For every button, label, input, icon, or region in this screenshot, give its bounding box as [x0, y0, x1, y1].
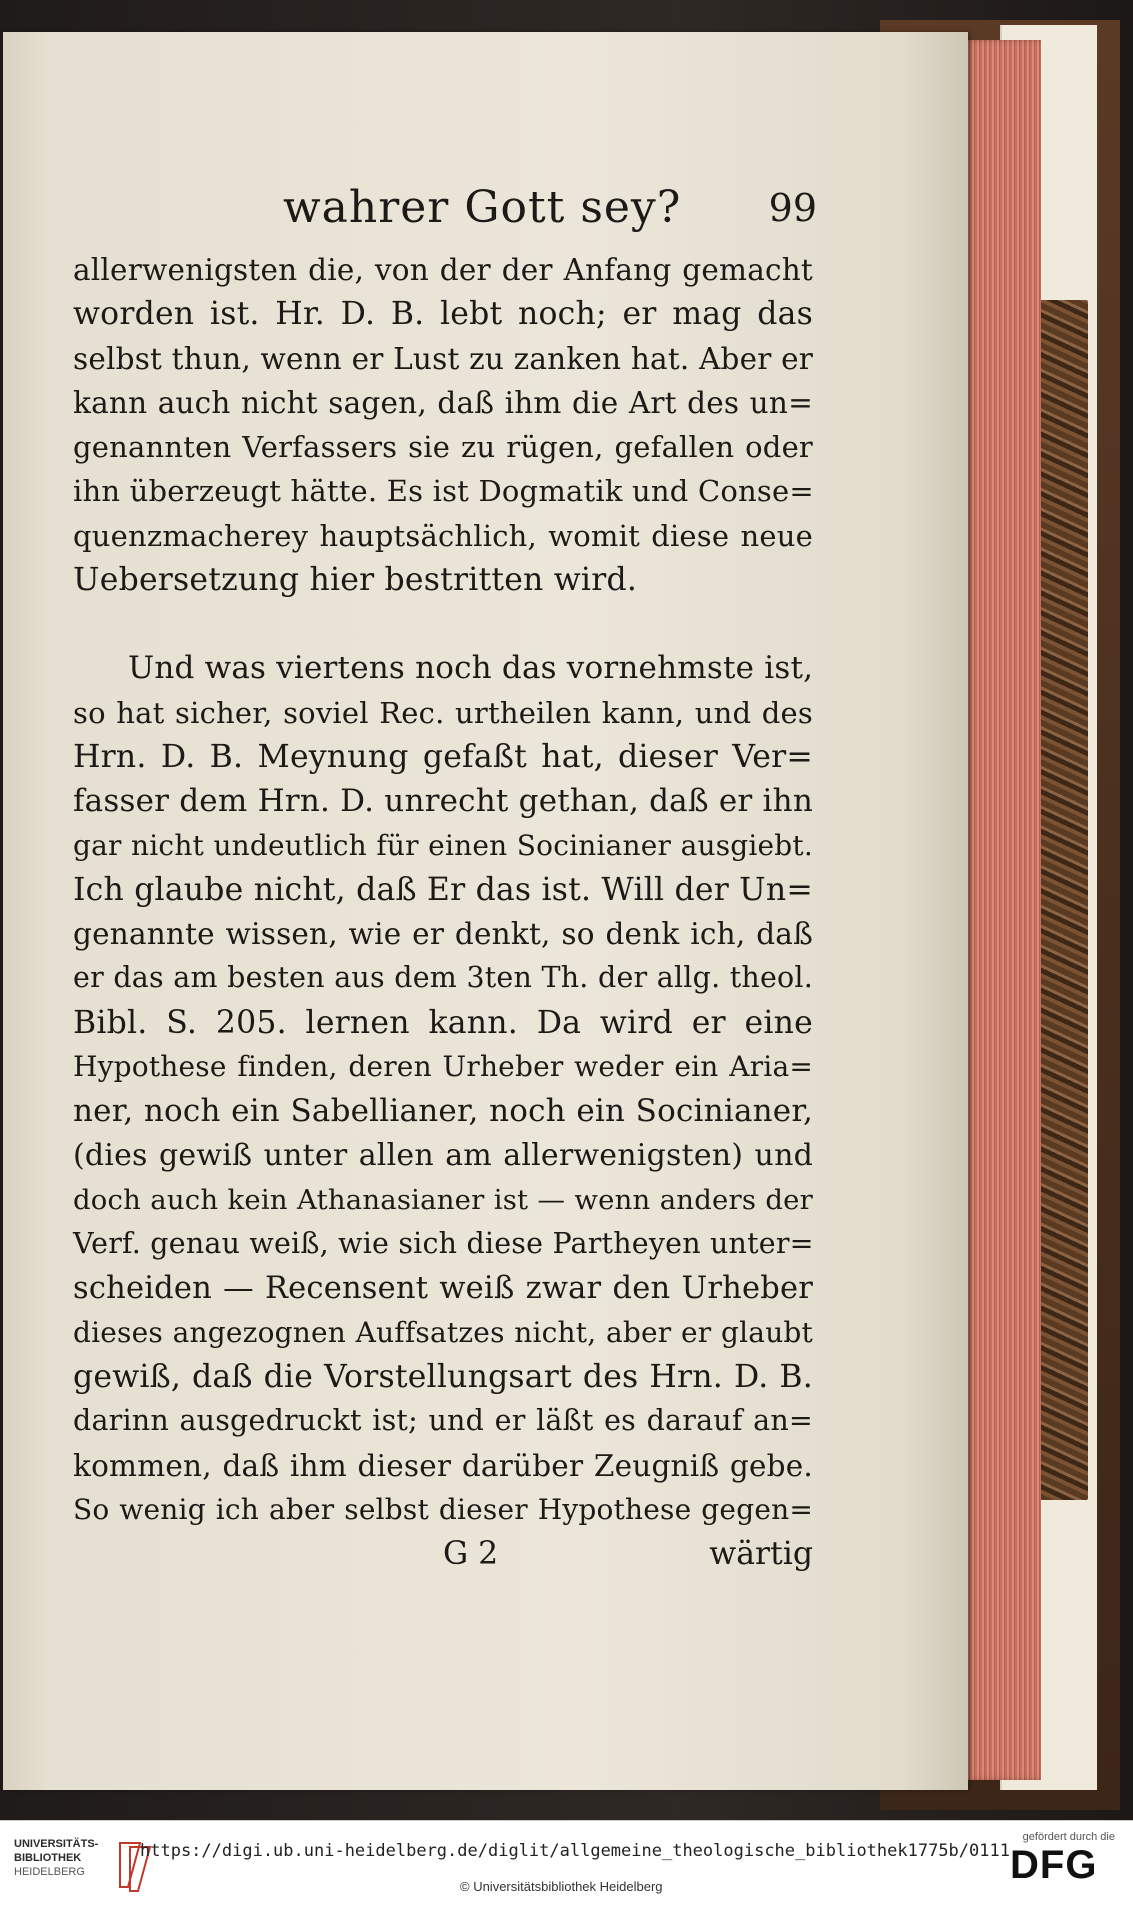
text-line: selbst thun, wenn er Lust zu zanken hat. Aber er [73, 341, 814, 376]
text-line: genannten Verfassers sie zu rügen, gefallen oder [73, 430, 813, 465]
logo-line: BIBLIOTHEK [14, 1852, 82, 1864]
text-line: kann auch nicht sagen, daß ihm die Art des un= [73, 385, 813, 420]
text-line: worden ist. Hr. D. B. lebt noch; er mag das [73, 296, 813, 333]
copyright-notice: © Universitätsbibliothek Heidelberg [460, 1879, 663, 1894]
catchword: wärtig [709, 1536, 813, 1573]
viewer-footer [0, 1820, 1133, 1905]
signature-mark: G 2 [443, 1536, 499, 1573]
dfg-funding-logo[interactable] [1010, 1831, 1125, 1899]
paragraph-1 [73, 248, 813, 602]
permalink-url[interactable]: https://digi.ub.uni-heidelberg.de/diglit/allgemeine_theologische_bibliothek1775b/0111 [140, 1841, 1010, 1861]
text-line: kommen, daß ihm dieser darüber Zeugniß gebe. [73, 1448, 813, 1483]
page-edges [965, 40, 1041, 1780]
text-line: Ich glaube nicht, daß Er das ist. Will der Un= [73, 871, 813, 908]
page-foot [73, 1532, 813, 1576]
text-line: scheiden — Recensent weiß zwar den Urheber [73, 1270, 813, 1306]
text-line: Hypothese finden, deren Urheber weder ein Aria= [73, 1050, 813, 1084]
text-line: so hat sicher, soviel Rec. urtheilen kann, und des [73, 695, 813, 730]
text-line: gewiß, daß die Vorstellungsart des Hrn. D. B. [73, 1359, 813, 1396]
text-line: So wenig ich aber selbst dieser Hypothese gegen= [73, 1493, 813, 1527]
logo-line: UNIVERSITÄTS- [14, 1838, 99, 1850]
text-line: ner, noch ein Sabellianer, noch ein Socinianer, [73, 1093, 813, 1130]
logo-line: HEIDELBERG [14, 1866, 85, 1878]
running-head [73, 182, 817, 242]
text-line: darinn ausgedruckt ist; und er läßt es darauf an= [73, 1404, 813, 1438]
page-text [73, 182, 817, 1576]
funding-caption: gefördert durch die [1022, 1831, 1115, 1843]
marbled-cover-pattern [1040, 300, 1088, 1500]
paragraph-gap [73, 602, 813, 646]
book-page [3, 32, 968, 1790]
text-line: dieses angezognen Auffsatzes nicht, aber er glaubt [73, 1315, 813, 1349]
text-line: doch auch kein Athanasianer ist — wenn anders der [73, 1183, 813, 1216]
text-line: er das am besten aus dem 3ten Th. der allg. theol. [73, 961, 813, 995]
text-line: quenzmacherey hauptsächlich, womit diese neue [73, 518, 813, 553]
running-title: wahrer Gott sey? [283, 182, 682, 233]
paragraph-2 [73, 646, 813, 1532]
text-line: Uebersetzung hier bestritten wird. [73, 562, 638, 599]
text-line: Und was viertens noch das vornehmste ist, [128, 650, 814, 687]
dfg-logo-text: DFG [1010, 1843, 1098, 1887]
page-number: 99 [768, 186, 817, 230]
text-line: fasser dem Hrn. D. unrecht gethan, daß er ihn [73, 783, 813, 820]
text-line: allerwenigsten die, von der der Anfang gemacht [73, 253, 813, 287]
text-line: (dies gewiß unter allen am allerwenigsten) und [73, 1137, 813, 1173]
text-line: Bibl. S. 205. lernen kann. Da wird er eine [73, 1004, 813, 1041]
text-line: genannte wissen, wie er denkt, so denk ich, daß [73, 917, 813, 952]
text-line: gar nicht undeutlich für einen Socinianer ausgiebt. [73, 828, 813, 862]
text-line: ihn überzeugt hätte. Es ist Dogmatik und Conse= [73, 474, 814, 509]
text-line: Hrn. D. B. Meynung gefaßt hat, dieser Ver= [73, 738, 813, 775]
text-line: Verf. genau weiß, wie sich diese Partheyen unter= [73, 1227, 814, 1261]
